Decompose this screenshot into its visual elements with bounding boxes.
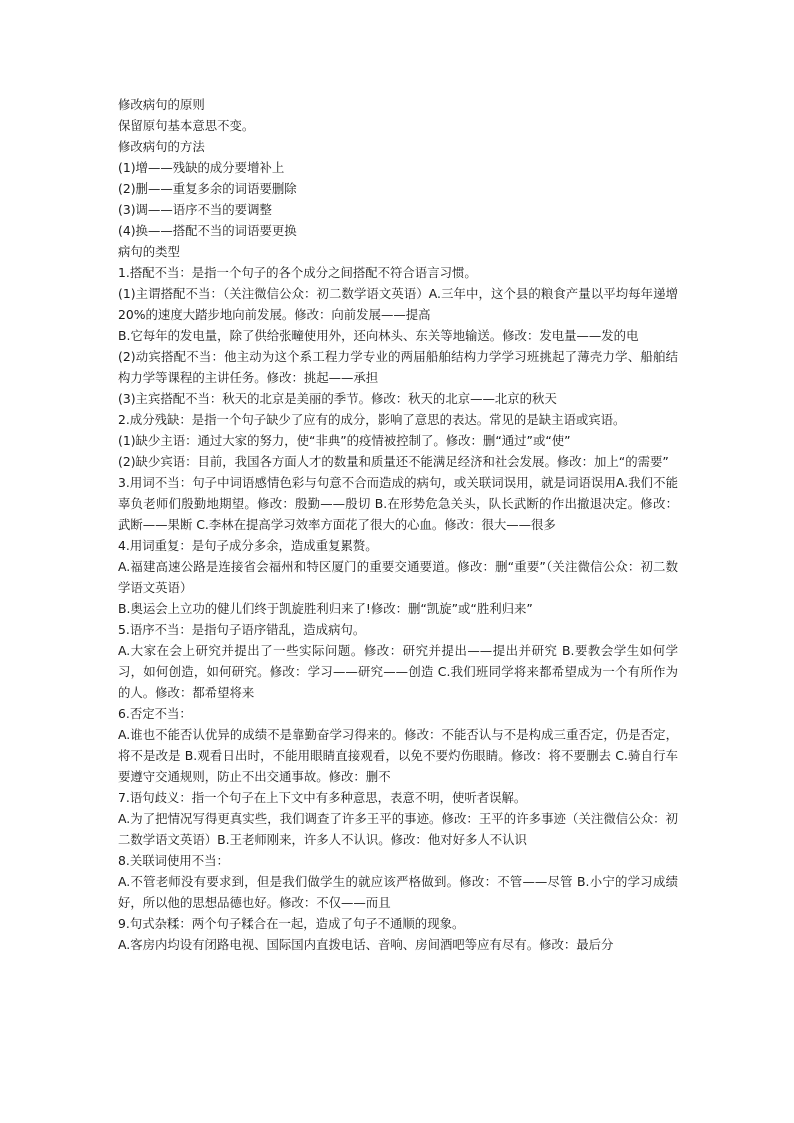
paragraph: (2)动宾搭配不当：他主动为这个系工程力学专业的两届船舶结构力学学习班挑起了薄壳力学、船舶结构力学等课程的主讲任务。修改：挑起——承担 xyxy=(118,349,678,385)
heading-error-types: 病句的类型 xyxy=(118,244,180,259)
paragraph: (1)缺少主语：通过大家的努力，使“非典”的疫情被控制了。修改：删“通过”或“使” xyxy=(118,433,571,448)
paragraph: A.大家在会上研究并提出了一些实际问题。修改：研究并提出——提出并研究 B.要教会学生如何学习，如何创造，如何研究。修改：学习——研究——创造 C.我们班同学将来都希望成为一个有所作为的人。修改：都希望将来 xyxy=(118,643,678,700)
heading-revision-method: 修改病句的方法 xyxy=(118,139,205,154)
paragraph: A.福建高速公路是连接省会福州和特区厦门的重要交通要道。修改：删“重要”（关注微信公众：初二数学语文英语） xyxy=(118,559,678,595)
list-item: (2)删——重复多余的词语要删除 xyxy=(118,181,297,196)
paragraph: 3.用词不当：句子中词语感情色彩与句意不合而造成的病句，或关联词误用，就是词语误用A.我们不能辜负老师们殷勤地期望。修改：殷勤——殷切 B.在形势危急关头，队长武断的作出撤退决定。修改：武断——果断 C.李林在提高学习效率方面花了很大的心血。修改：很大——很多 xyxy=(118,475,678,532)
heading-revision-principle: 修改病句的原则 xyxy=(118,97,205,112)
list-item: (3)调——语序不当的要调整 xyxy=(118,202,272,217)
paragraph: (2)缺少宾语：目前，我国各方面人才的数量和质量还不能满足经济和社会发展。修改：加上“的需要” xyxy=(118,454,669,469)
paragraph: 5.语序不当：是指句子语序错乱，造成病句。 xyxy=(118,622,366,637)
list-item: (1)增——残缺的成分要增补上 xyxy=(118,160,285,175)
paragraph: 9.句式杂糅：两个句子糅合在一起，造成了句子不通顺的现象。 xyxy=(118,916,465,931)
paragraph: 8.关联词使用不当： xyxy=(118,853,229,868)
paragraph: 6.否定不当： xyxy=(118,706,192,721)
paragraph: A.谁也不能否认优异的成绩不是靠勤奋学习得来的。修改：不能否认与不是构成三重否定，仍是否定，将不是改是 B.观看日出时，不能用眼睛直接观看，以免不要灼伤眼睛。修改：将不要删去 C.骑自行车要遵守交通规则，防止不出交通事故。修改：删不 xyxy=(118,727,678,784)
paragraph: B.奥运会上立功的健儿们终于凯旋胜利归来了!修改：删“凯旋”或“胜利归来” xyxy=(118,601,533,616)
paragraph: 1.搭配不当：是指一个句子的各个成分之间搭配不符合语言习惯。 xyxy=(118,265,477,280)
paragraph: A.为了把情况写得更真实些，我们调查了许多王平的事迹。修改：王平的许多事迹（关注微信公众：初二数学语文英语）B.王老师刚来，许多人不认识。修改：他对好多人不认识 xyxy=(118,811,678,847)
paragraph: A.不管老师没有要求到，但是我们做学生的就应该严格做到。修改：不管——尽管 B.小宁的学习成绩好，所以他的思想品德也好。修改：不仅——而且 xyxy=(118,874,678,910)
paragraph: (1)主谓搭配不当：（关注微信公众：初二数学语文英语）A.三年中，这个县的粮食产量以平均每年递增 20%的速度大踏步地向前发展。修改：向前发展——提高 xyxy=(118,286,678,322)
list-item: (4)换——搭配不当的词语要更换 xyxy=(118,223,297,238)
paragraph: 7.语句歧义：指一个句子在上下文中有多种意思，表意不明，使听者误解。 xyxy=(118,790,527,805)
paragraph: 2.成分残缺：是指一个句子缺少了应有的成分，影响了意思的表达。常见的是缺主语或宾语。 xyxy=(118,412,626,427)
paragraph: 保留原句基本意思不变。 xyxy=(118,118,255,133)
document-page xyxy=(118,94,678,955)
paragraph: A.客房内均设有闭路电视、国际国内直拨电话、音响、房间酒吧等应有尽有。修改：最后分 xyxy=(118,937,614,952)
paragraph: 4.用词重复：是句子成分多余，造成重复累赘。 xyxy=(118,538,378,553)
paragraph: B.它每年的发电量，除了供给张疃使用外，还向林头、东关等地输送。修改：发电量——发的电 xyxy=(118,328,639,343)
paragraph: (3)主宾搭配不当：秋天的北京是美丽的季节。修改：秋天的北京——北京的秋天 xyxy=(118,391,557,406)
